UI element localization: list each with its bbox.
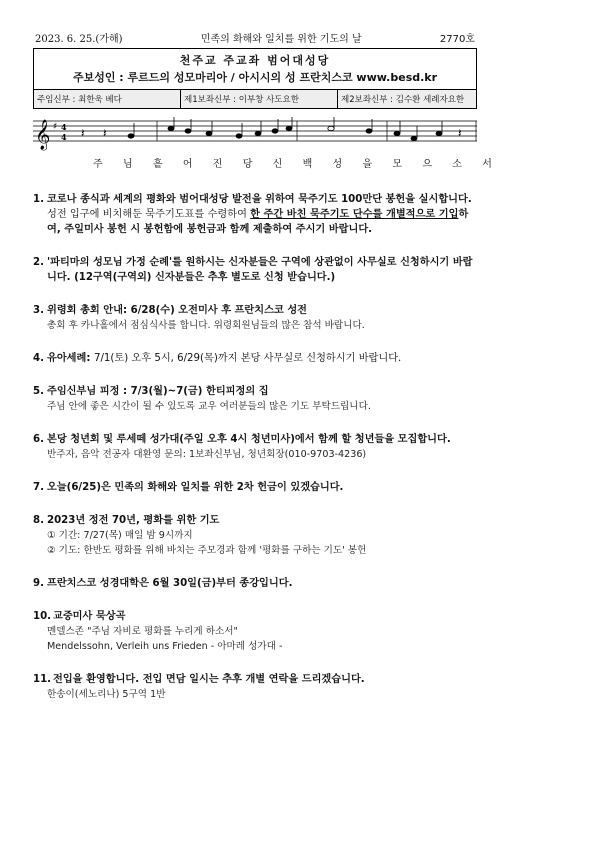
top-line — [33, 30, 477, 45]
lyric-syllable: 신 — [272, 159, 284, 170]
notice-number: 6. — [33, 434, 44, 445]
lyric-syllable: 서 — [482, 159, 493, 170]
lyric-syllable: 백 — [302, 159, 314, 170]
patron-saints: 주보성인 : 루르드의 성모마리아 / 아시시의 성 프란치스코 www.besd.kr — [72, 71, 438, 84]
notice-text: '파티마의 성모님 가정 순례'를 원하시는 신자분들은 구역에 상관없이 사무실로 신청하시기 바랍니다. (12구역(구역외) 신자분들은 추후 별도로 신청 받습니다.) — [47, 257, 473, 283]
notice-item-2 — [33, 255, 477, 285]
notice-text: 코로나 종식과 세계의 평화와 범어대성당 발전을 위하여 묵주기도 100만단 봉헌을 실시합니다. 성전 입구에 비치해둔 묵주기도표를 수령하여 한 주간 바친 묵주기도 단수를 개별적으로 기입하여, 주일미사 봉헌 시 봉헌함에 봉헌금과 함께 제출하여 주시기 바랍니다. — [47, 194, 472, 235]
parish-name: 천주교 주교좌 범어대성당 — [179, 54, 331, 67]
lyric-syllable: 으 — [422, 159, 433, 170]
music-staff — [33, 115, 493, 170]
svg-text:♯: ♯ — [53, 122, 58, 132]
notice-item-4 — [33, 351, 477, 366]
notice-detail: 주님 안에 좋은 시간이 될 수 있도록 교우 여러분들의 많은 기도 부탁드립니다. — [47, 401, 371, 412]
lyric-syllable: 을 — [362, 159, 374, 170]
notice-number: 7. — [33, 482, 44, 493]
notice-item-3 — [33, 303, 477, 333]
lyric-syllable: 님 — [122, 159, 134, 170]
lyric-syllable: 모 — [392, 159, 404, 170]
notice-detail: ① 기간: 7/27(목) 매일 밤 9시까지 — [47, 530, 193, 541]
notice-title: 전입을 환영합니다. 전입 면담 일시는 추후 개별 연락을 드리겠습니다. — [53, 674, 365, 685]
notice-number: 5. — [33, 386, 44, 397]
notice-title: 본당 청년회 및 루세떼 성가대(주일 오후 4시 청년미사)에서 함께 할 청년들을 모집합니다. — [47, 434, 451, 445]
svg-text:4: 4 — [61, 132, 67, 142]
parish-header — [33, 48, 477, 109]
lyric-syllable: 성 — [332, 159, 344, 170]
treble-clef-icon: 𝄞 — [35, 120, 51, 150]
svg-text:4: 4 — [61, 122, 67, 132]
assistant-priest-2: 제2보좌신부 : 김수환 세례자요한 — [341, 95, 465, 105]
notice-title: 교중미사 묵상곡 — [53, 611, 126, 622]
lyric-syllable: 당 — [242, 159, 254, 170]
bulletin-page — [33, 30, 493, 720]
svg-text:𝄽: 𝄽 — [81, 126, 85, 140]
notice-title: 주임신부님 피정 : 7/3(월)~7(금) 한티피정의 집 — [47, 386, 269, 397]
lyric-syllable: 진 — [212, 159, 224, 170]
staff-notation — [33, 115, 477, 155]
notice-title: 오늘(6/25)은 민족의 화해와 일치를 위한 2차 헌금이 있겠습니다. — [47, 482, 344, 493]
notice-item-5 — [33, 384, 477, 414]
notice-number: 10. — [33, 611, 52, 622]
lyric-syllable: 주 — [93, 159, 104, 170]
notice-item-10 — [33, 609, 477, 654]
notice-number: 8. — [33, 515, 44, 526]
notice-number: 11. — [33, 674, 52, 685]
clergy-row — [34, 89, 476, 108]
notice-item-11 — [33, 672, 477, 702]
notice-detail: Mendelssohn, Verleih uns Frieden - 아마레 성가대 - — [47, 641, 283, 652]
notice-detail: 총회 후 카나홀에서 점심식사를 합니다. 위령회원님들의 많은 참석 바랍니다. — [47, 320, 365, 331]
notice-title: 프란치스코 성경대학은 6월 30일(금)부터 종강입니다. — [47, 578, 293, 589]
pastor: 주임신부 : 최한욱 베다 — [34, 90, 181, 108]
svg-text:𝄽: 𝄽 — [458, 126, 462, 140]
lyric-syllable: 흩 — [152, 159, 164, 170]
notice-item-7 — [33, 480, 477, 495]
assistant-priest-1: 제1보좌신부 : 이부창 사도요한 — [181, 90, 338, 108]
notice-item-9 — [33, 576, 477, 591]
lyric-syllable: 어 — [182, 159, 194, 170]
notice-title: 2023년 정전 70년, 평화를 위한 기도 — [47, 515, 220, 526]
song-lyrics — [93, 155, 493, 170]
notice-list — [33, 192, 477, 702]
lyric-syllable: 소 — [452, 159, 463, 170]
notice-number: 3. — [33, 305, 44, 316]
notice-title: 위령회 총회 안내: 6/28(수) 오전미사 후 프란치스코 성전 — [47, 305, 308, 316]
notice-detail: 한송이(세노리나) 5구역 1반 — [47, 689, 166, 700]
notice-number: 9. — [33, 578, 44, 589]
notice-item-6 — [33, 432, 477, 462]
notice-item-8 — [33, 513, 477, 558]
notice-number: 2. — [33, 257, 44, 268]
notice-detail: 멘델스존 "주님 자비로 평화를 누리게 하소서" — [47, 626, 238, 637]
notice-number: 4. — [33, 353, 44, 364]
notice-detail: 반주자, 음악 전공자 대환영 문의: 1보좌신부님, 청년회장(010-9703-4236) — [47, 449, 367, 460]
bulletin-date: 2023. 6. 25.(가해) — [35, 34, 123, 45]
notice-text: 유아세례: 7/1(토) 오후 5시, 6/29(목)까지 본당 사무실로 신청하시기 바랍니다. — [47, 353, 402, 364]
notice-item-1 — [33, 192, 477, 237]
issue-number: 2770호 — [439, 34, 475, 45]
svg-text:𝄽: 𝄽 — [103, 126, 107, 140]
notice-detail: ② 기도: 한반도 평화를 위해 바치는 주모경과 함께 '평화를 구하는 기도' 봉헌 — [47, 545, 367, 556]
notice-number: 1. — [33, 194, 44, 205]
day-title: 민족의 화해와 일치를 위한 기도의 날 — [200, 34, 362, 45]
